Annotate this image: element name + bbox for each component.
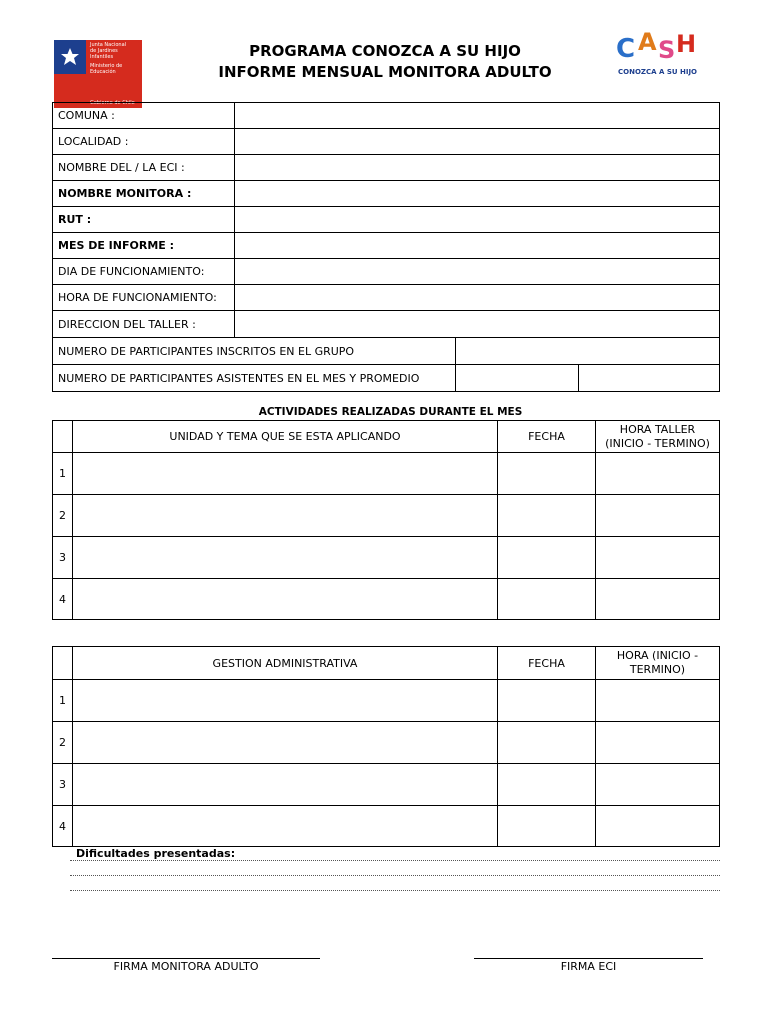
participants-inscritos-label: NUMERO DE PARTICIPANTES INSCRITOS EN EL GRUPO [52,337,456,365]
admin-header-main: GESTION ADMINISTRATIVA [72,646,498,680]
admin-row-hour[interactable] [595,679,720,722]
field-value-eci[interactable] [234,154,720,181]
difficulties-line[interactable] [70,875,720,876]
activities-row-index: 3 [52,536,73,579]
logo-caption: CONOZCA A SU HIJO [618,68,697,76]
field-value-localidad[interactable] [234,128,720,155]
activities-row-hour[interactable] [595,578,720,620]
activities-row-index: 4 [52,578,73,620]
activities-row-unit[interactable] [72,578,498,620]
participants-promedio-value[interactable] [578,364,720,392]
signature-line-eci [474,958,703,959]
admin-row-index: 4 [52,805,73,847]
field-value-monitora[interactable] [234,180,720,207]
signature-label-monitora: FIRMA MONITORA ADULTO [113,960,259,973]
logo-text-line: Gobierno de Chile [90,100,135,106]
admin-row-date[interactable] [497,679,596,722]
activities-row-hour[interactable] [595,536,720,579]
field-label-eci: NOMBRE DEL / LA ECI : [52,154,235,181]
participants-inscritos-value[interactable] [455,337,720,365]
activities-row-hour[interactable] [595,452,720,495]
admin-row-index: 3 [52,763,73,806]
activities-row-index: 2 [52,494,73,537]
logo-letter-s: S [658,36,676,64]
admin-header-date: FECHA [497,646,596,680]
admin-header-index [52,646,73,680]
activities-row-index: 1 [52,452,73,495]
title-line-2: INFORME MENSUAL MONITORA ADULTO [218,63,552,81]
logo-text-line: Infantiles [90,54,114,60]
field-value-rut[interactable] [234,206,720,233]
field-label-localidad: LOCALIDAD : [52,128,235,155]
activities-row-date[interactable] [497,578,596,620]
logo-letter-h: H [676,30,697,58]
logo-text-line: Junta Nacional [90,42,127,48]
participants-asistentes-value[interactable] [455,364,579,392]
field-value-direccion[interactable] [234,310,720,338]
field-label-comuna: COMUNA : [52,102,235,129]
admin-row-date[interactable] [497,805,596,847]
admin-row-hour[interactable] [595,763,720,806]
activities-row-unit[interactable] [72,536,498,579]
logo-letter-a: A [638,28,657,56]
signature-line-monitora [52,958,320,959]
field-value-comuna[interactable] [234,102,720,129]
gobierno-logo [54,40,142,108]
activities-row-date[interactable] [497,452,596,495]
difficulties-line[interactable] [70,890,720,891]
admin-row-main[interactable] [72,679,498,722]
title-line-1: PROGRAMA CONOZCA A SU HIJO [249,42,521,60]
admin-row-main[interactable] [72,721,498,764]
logo-letter-c: C [616,34,636,64]
activities-row-unit[interactable] [72,452,498,495]
activities-header-hour: HORA TALLER (INICIO - TERMINO) [595,420,720,453]
admin-header-hour: HORA (INICIO - TERMINO) [595,646,720,680]
participants-asistentes-label: NUMERO DE PARTICIPANTES ASISTENTES EN EL MES Y PROMEDIO [52,364,456,392]
admin-row-main[interactable] [72,763,498,806]
admin-row-main[interactable] [72,805,498,847]
logo-text-line: Educación [90,69,116,75]
field-label-dia: DIA DE FUNCIONAMIENTO: [52,258,235,285]
logo-text-line: de Jardines [90,48,118,54]
field-label-monitora: NOMBRE MONITORA : [52,180,235,207]
activities-header-date: FECHA [497,420,596,453]
admin-row-date[interactable] [497,721,596,764]
field-value-dia[interactable] [234,258,720,285]
activities-header-index [52,420,73,453]
admin-row-date[interactable] [497,763,596,806]
logo-text-line: Ministerio de [90,63,123,69]
admin-row-index: 1 [52,679,73,722]
activities-row-date[interactable] [497,494,596,537]
field-label-mes: MES DE INFORME : [52,232,235,259]
field-value-mes[interactable] [234,232,720,259]
activities-row-hour[interactable] [595,494,720,537]
difficulties-label: Dificultades presentadas: [76,847,236,860]
signature-label-eci: FIRMA ECI [560,960,617,973]
difficulties-line[interactable] [70,860,720,861]
activities-row-unit[interactable] [72,494,498,537]
activities-title: ACTIVIDADES REALIZADAS DURANTE EL MES [258,406,523,418]
field-value-hora[interactable] [234,284,720,311]
activities-header-unit: UNIDAD Y TEMA QUE SE ESTA APLICANDO [72,420,498,453]
cash-logo [612,26,704,80]
activities-row-date[interactable] [497,536,596,579]
admin-row-hour[interactable] [595,721,720,764]
admin-row-index: 2 [52,721,73,764]
admin-row-hour[interactable] [595,805,720,847]
field-label-direccion: DIRECCION DEL TALLER : [52,310,235,338]
field-label-hora: HORA DE FUNCIONAMIENTO: [52,284,235,311]
field-label-rut: RUT : [52,206,235,233]
